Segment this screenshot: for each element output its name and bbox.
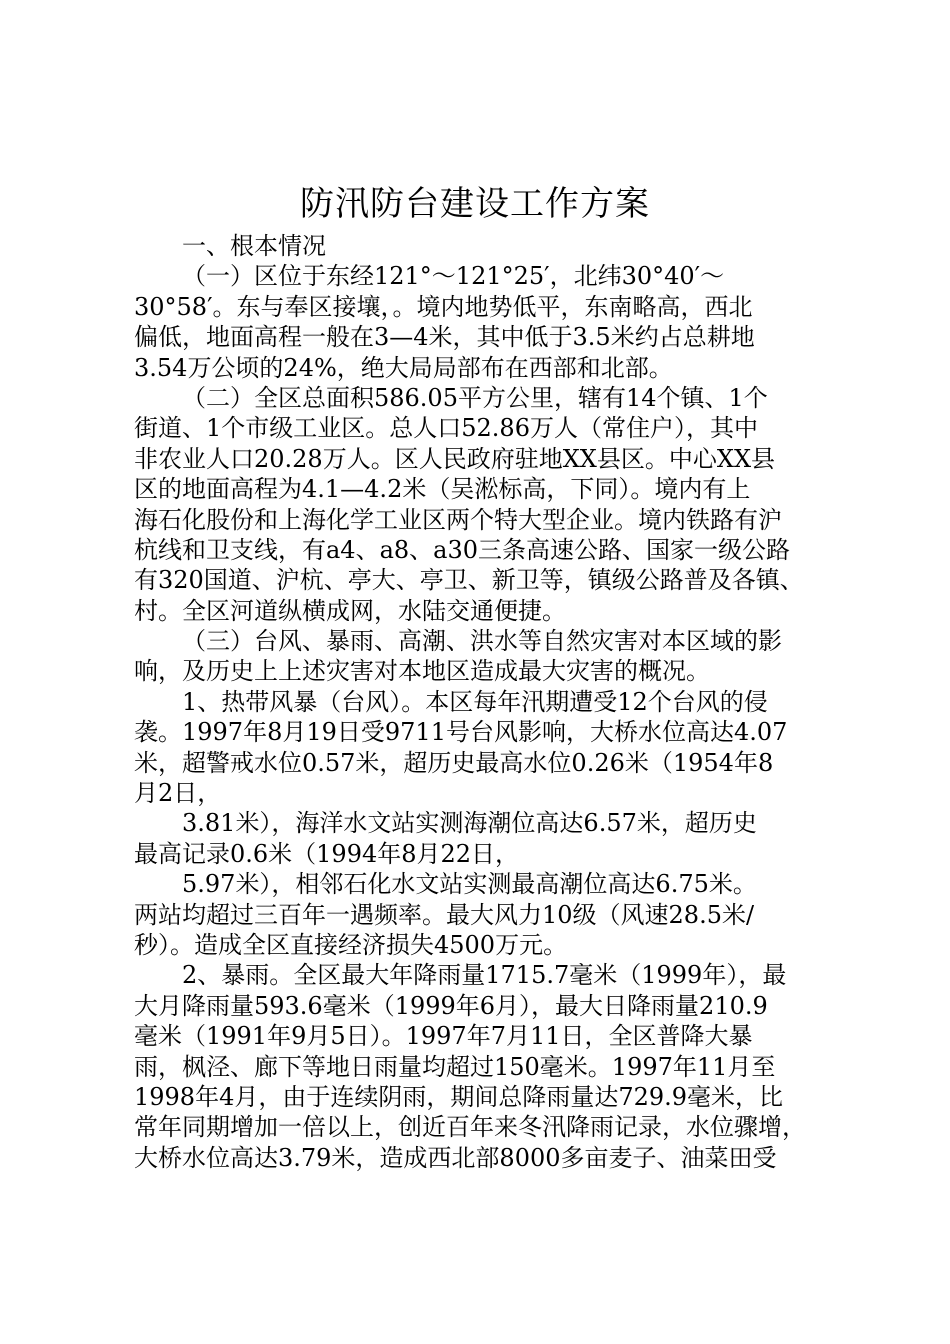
text-line: 3.54万公顷的24%，绝大局局部布在西部和北部。 [134,353,673,382]
text-line: 常年同期增加一倍以上，创近百年来冬汛降雨记录，水位骤增， [134,1113,806,1142]
text-line: 米，超警戒水位0.57米，超历史最高水位0.26米（1954年8 [134,748,774,777]
text-line: 有320国道、沪杭、亭大、亭卫、新卫等，镇级公路普及各镇、 [134,566,804,595]
text-line: 偏低，地面高程一般在3—4米，其中低于3.5米约占总耕地 [134,323,755,352]
text-line: 1、热带风暴（台风）。本区每年汛期遭受12个台风的侵 [182,687,768,716]
text-line: 响，及历史上上述灾害对本地区造成最大灾害的概况。 [134,657,710,686]
text-line: （三）台风、暴雨、高潮、洪水等自然灾害对本区域的影 [182,627,782,656]
text-line: 村。全区河道纵横成网，水陆交通便捷。 [134,596,566,625]
text-line: 1998年4月，由于连续阴雨，期间总降雨量达729.9毫米，比 [134,1082,784,1111]
text-line: 两站均超过三百年一遇频率。最大风力10级（风速28.5米/ [134,900,755,929]
section-heading: 一、根本情况 [182,232,326,260]
text-line: 毫米（1991年9月5日）。1997年7月11日，全区普降大暴 [134,1022,753,1051]
document-title: 防汛防台建设工作方案 [300,184,650,224]
text-line: （一）区位于东经121°～121°25′，北纬30°40′～ [182,262,725,291]
text-line: 雨，枫泾、廊下等地日雨量均超过150毫米。1997年11月至 [134,1052,776,1081]
text-line: 最高记录0.6米（1994年8月22日， [134,839,520,868]
text-line: 袭。1997年8月19日受9711号台风影响，大桥水位高达4.07 [134,718,788,747]
text-line: 月2日， [134,779,222,808]
text-line: 区的地面高程为4.1—4.2米（吴淞标高，下同）。境内有上 [134,475,751,504]
text-line: 非农业人口20.28万人。区人民政府驻地XX县区。中心XX县 [134,444,776,473]
text-line: 大桥水位高达3.79米，造成西北部8000多亩麦子、油菜田受 [134,1143,777,1172]
text-line: 3.81米），海洋水文站实测海潮位高达6.57米，超历史 [182,809,757,838]
text-line: 海石化股份和上海化学工业区两个特大型企业。境内铁路有沪 [134,505,782,534]
text-line: （二）全区总面积586.05平方公里，辖有14个镇、1个 [182,383,768,412]
text-line: 街道、1个市级工业区。总人口52.86万人（常住户），其中 [134,414,758,443]
text-line: 2、暴雨。全区最大年降雨量1715.7毫米（1999年），最 [182,961,787,990]
text-line: 杭线和卫支线，有a4、a8、a30三条高速公路、国家一级公路 [134,535,791,564]
text-line: 30°58′。东与奉区接壤，。境内地势低平，东南略高，西北 [134,292,753,321]
text-line: 5.97米），相邻石化水文站实测最高潮位高达6.75米。 [182,870,757,899]
text-line: 大月降雨量593.6毫米（1999年6月），最大日降雨量210.9 [134,991,768,1020]
text-line: 秒）。造成全区直接经济损失4500万元。 [134,930,568,959]
document-body [134,231,834,1173]
